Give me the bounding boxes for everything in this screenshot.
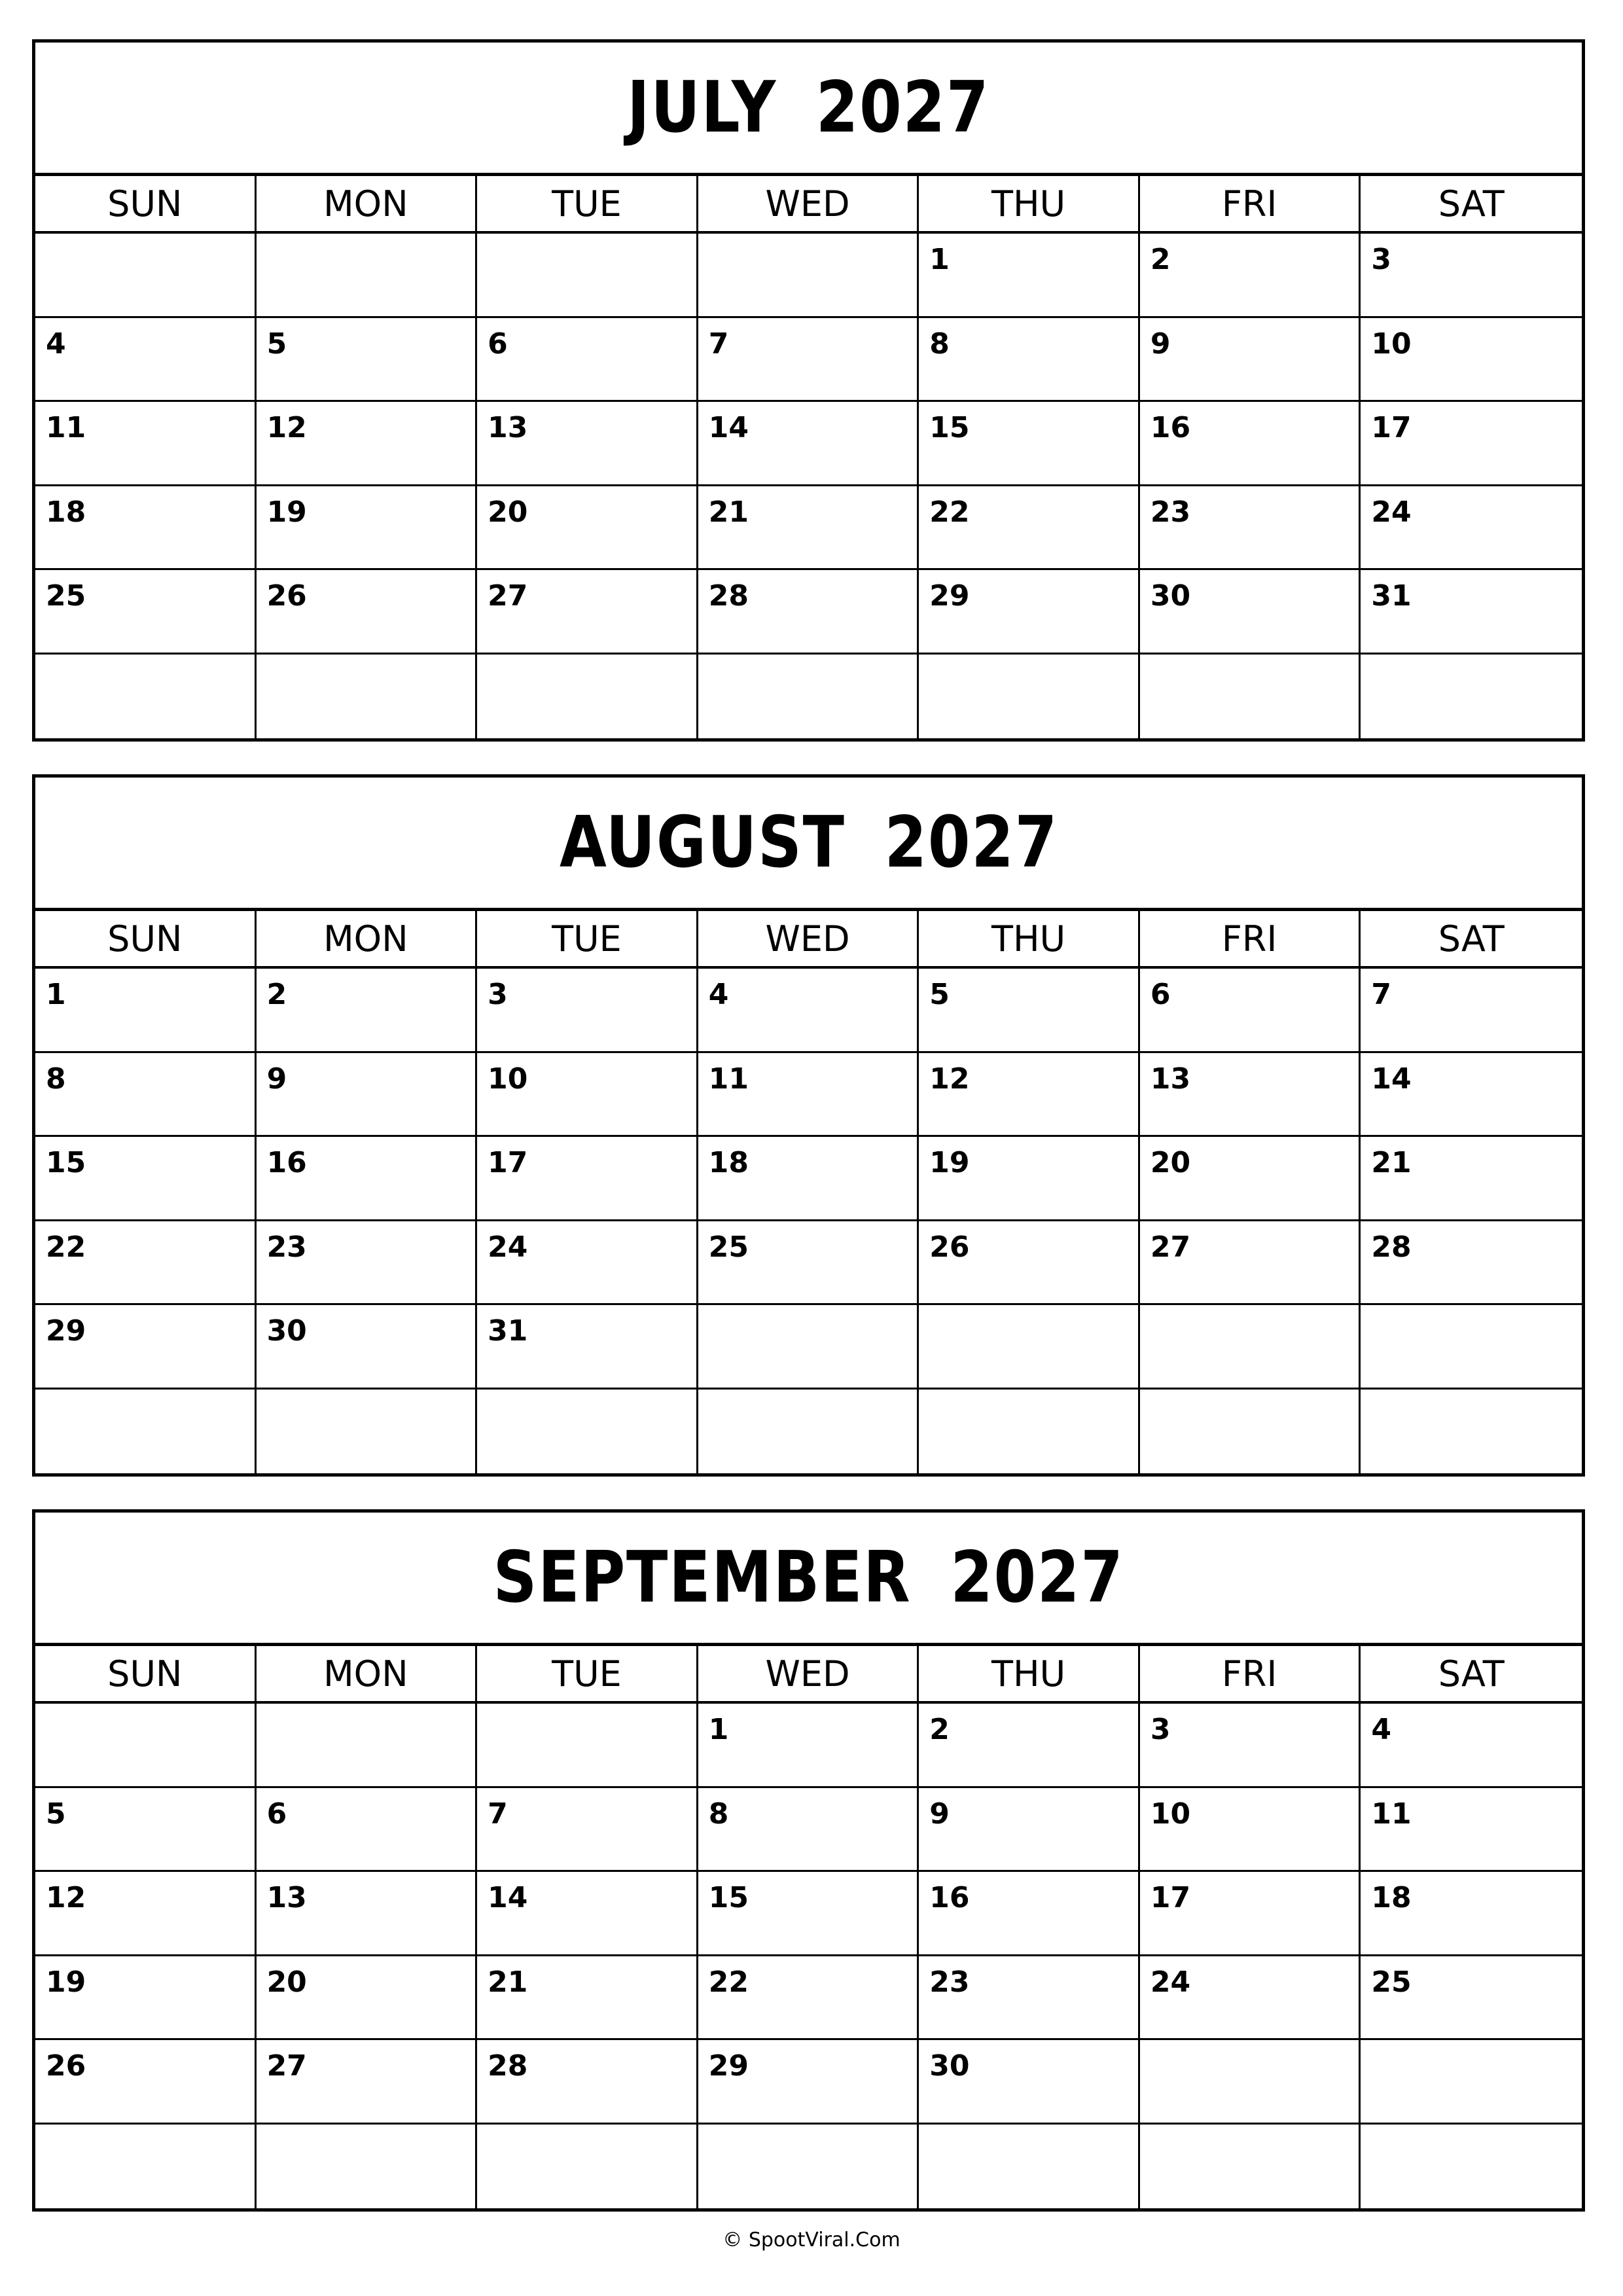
day-number: 17: [488, 1146, 528, 1179]
weekday-label: SUN: [35, 176, 257, 231]
day-cell: [477, 655, 698, 739]
day-cell: [1140, 1221, 1361, 1306]
day-number: 31: [1371, 579, 1412, 613]
weekday-label: SUN: [35, 911, 257, 966]
day-number: 4: [1371, 1713, 1392, 1746]
day-number: 16: [1150, 411, 1191, 444]
day-cell: [919, 1390, 1140, 1474]
day-cell: [698, 969, 919, 1053]
day-number: 22: [708, 1965, 749, 1999]
day-cell: [1361, 318, 1582, 403]
day-cell: [35, 486, 257, 571]
day-grid: [35, 969, 1582, 1473]
day-cell: [477, 1788, 698, 1873]
day-cell: [1140, 1137, 1361, 1221]
day-number: 19: [929, 1146, 970, 1179]
day-number: 24: [1150, 1965, 1191, 1999]
day-number: 25: [708, 1230, 749, 1264]
day-number: 7: [708, 327, 729, 361]
day-number: 28: [1371, 1230, 1412, 1264]
day-cell: [257, 1788, 478, 1873]
day-cell: [1140, 2125, 1361, 2209]
day-number: 22: [46, 1230, 86, 1264]
day-cell: [1361, 402, 1582, 486]
day-number: 7: [488, 1797, 508, 1831]
day-cell: [1140, 1053, 1361, 1138]
day-number: 6: [488, 327, 508, 361]
day-cell: [477, 486, 698, 571]
day-cell: [1140, 1872, 1361, 1956]
day-number: 29: [46, 1314, 86, 1348]
day-cell: [1361, 1704, 1582, 1788]
day-number: 15: [46, 1146, 86, 1179]
day-cell: [698, 1053, 919, 1138]
weekday-header-row: [35, 911, 1582, 969]
day-cell: [919, 2040, 1140, 2125]
day-cell: [1361, 1221, 1582, 1306]
day-cell: [257, 570, 478, 655]
day-number: 27: [1150, 1230, 1191, 1264]
day-number: 16: [266, 1146, 307, 1179]
day-number: 30: [266, 1314, 307, 1348]
weekday-label: SUN: [35, 1646, 257, 1701]
day-number: 26: [929, 1230, 970, 1264]
day-cell: [35, 1390, 257, 1474]
day-cell: [1140, 234, 1361, 318]
day-cell: [1140, 318, 1361, 403]
weekday-label: SAT: [1438, 1653, 1505, 1695]
day-cell: [35, 1704, 257, 1788]
weekday-label: THU: [919, 911, 1140, 966]
day-cell: [1361, 2125, 1582, 2209]
day-number: 26: [46, 2049, 86, 2083]
day-cell: [257, 234, 478, 318]
day-cell: [919, 318, 1140, 403]
day-cell: [1361, 570, 1582, 655]
day-number: 30: [929, 2049, 970, 2083]
day-number: 9: [266, 1062, 287, 1096]
day-cell: [477, 1704, 698, 1788]
day-number: 26: [266, 579, 307, 613]
day-cell: [35, 1872, 257, 1956]
day-number: 11: [1371, 1797, 1412, 1831]
day-number: 8: [46, 1062, 66, 1096]
day-cell: [919, 1956, 1140, 2041]
day-cell: [1140, 570, 1361, 655]
day-cell: [1361, 1305, 1582, 1390]
day-number: 9: [929, 1797, 950, 1831]
day-number: 8: [929, 327, 950, 361]
day-number: 18: [708, 1146, 749, 1179]
day-number: 15: [708, 1881, 749, 1914]
day-cell: [257, 1872, 478, 1956]
day-cell: [35, 1788, 257, 1873]
day-cell: [919, 655, 1140, 739]
day-cell: [919, 1788, 1140, 1873]
day-number: 18: [46, 495, 86, 529]
day-cell: [477, 1956, 698, 2041]
day-number: 6: [1150, 978, 1171, 1011]
day-number: 13: [1150, 1062, 1191, 1096]
month-title: JULY 2027: [35, 43, 1582, 176]
day-cell: [1140, 1788, 1361, 1873]
day-cell: [1140, 969, 1361, 1053]
day-cell: [477, 234, 698, 318]
day-cell: [477, 1053, 698, 1138]
weekday-header-row: [35, 1646, 1582, 1704]
day-number: 24: [488, 1230, 528, 1264]
copyright-footer: © SpootViral.Com: [722, 2229, 901, 2251]
month-block-august: [32, 774, 1585, 1477]
day-number: 28: [708, 579, 749, 613]
day-number: 14: [488, 1881, 528, 1914]
weekday-label: FRI: [1140, 176, 1361, 231]
day-number: 11: [708, 1062, 749, 1096]
day-number: 7: [1371, 978, 1392, 1011]
day-cell: [698, 2040, 919, 2125]
day-cell: [919, 1137, 1140, 1221]
day-cell: [477, 1137, 698, 1221]
day-number: 3: [1150, 1713, 1171, 1746]
day-number: 20: [266, 1965, 307, 1999]
day-number: 21: [708, 495, 749, 529]
day-number: 10: [1371, 327, 1412, 361]
day-cell: [919, 1305, 1140, 1390]
day-number: 9: [1150, 327, 1171, 361]
day-cell: [1361, 234, 1582, 318]
day-number: 30: [1150, 579, 1191, 613]
day-number: 1: [929, 243, 950, 276]
day-cell: [257, 655, 478, 739]
day-number: 5: [46, 1797, 66, 1831]
day-cell: [257, 1305, 478, 1390]
weekday-label: FRI: [1140, 911, 1361, 966]
day-number: 28: [488, 2049, 528, 2083]
day-cell: [35, 1221, 257, 1306]
day-cell: [919, 234, 1140, 318]
day-cell: [257, 2125, 478, 2209]
day-cell: [477, 1305, 698, 1390]
day-cell: [919, 1053, 1140, 1138]
day-cell: [257, 1956, 478, 2041]
weekday-label: TUE: [477, 176, 698, 231]
day-number: 2: [1150, 243, 1171, 276]
day-cell: [1140, 1956, 1361, 2041]
day-cell: [698, 655, 919, 739]
weekday-label: SAT: [1438, 183, 1505, 224]
weekday-header-row: [35, 176, 1582, 234]
day-cell: [698, 486, 919, 571]
day-cell: [698, 1872, 919, 1956]
day-number: 25: [46, 579, 86, 613]
day-cell: [257, 1221, 478, 1306]
day-cell: [35, 2040, 257, 2125]
day-number: 4: [708, 978, 729, 1011]
day-cell: [257, 1137, 478, 1221]
day-cell: [1361, 1390, 1582, 1474]
day-cell: [698, 1704, 919, 1788]
weekday-label: WED: [698, 1646, 919, 1701]
day-number: 21: [488, 1965, 528, 1999]
day-cell: [257, 402, 478, 486]
day-cell: [35, 1956, 257, 2041]
day-number: 27: [266, 2049, 307, 2083]
day-number: 12: [929, 1062, 970, 1096]
day-cell: [257, 1390, 478, 1474]
day-cell: [919, 2125, 1140, 2209]
day-cell: [477, 2040, 698, 2125]
day-cell: [35, 234, 257, 318]
day-number: 4: [46, 327, 66, 361]
day-number: 27: [488, 579, 528, 613]
day-number: 10: [488, 1062, 528, 1096]
month-title: AUGUST 2027: [35, 778, 1582, 911]
day-cell: [35, 1305, 257, 1390]
day-number: 13: [266, 1881, 307, 1914]
day-number: 6: [266, 1797, 287, 1831]
day-cell: [35, 655, 257, 739]
day-number: 15: [929, 411, 970, 444]
day-cell: [698, 1137, 919, 1221]
day-number: 3: [488, 978, 508, 1011]
day-number: 5: [266, 327, 287, 361]
day-cell: [1140, 1305, 1361, 1390]
day-number: 20: [488, 495, 528, 529]
day-cell: [919, 402, 1140, 486]
weekday-label: THU: [919, 1646, 1140, 1701]
day-cell: [1140, 402, 1361, 486]
day-cell: [477, 2125, 698, 2209]
weekday-label: FRI: [1140, 1646, 1361, 1701]
day-number: 21: [1371, 1146, 1412, 1179]
day-number: 19: [266, 495, 307, 529]
day-cell: [257, 2040, 478, 2125]
day-cell: [1361, 1956, 1582, 2041]
day-cell: [477, 402, 698, 486]
day-number: 14: [708, 411, 749, 444]
day-cell: [1361, 1053, 1582, 1138]
day-cell: [477, 1221, 698, 1306]
day-number: 10: [1150, 1797, 1191, 1831]
day-cell: [35, 318, 257, 403]
day-number: 14: [1371, 1062, 1412, 1096]
day-number: 23: [929, 1965, 970, 1999]
weekday-label: MON: [257, 1646, 478, 1701]
day-cell: [477, 570, 698, 655]
day-cell: [919, 969, 1140, 1053]
day-cell: [35, 1053, 257, 1138]
day-cell: [1140, 655, 1361, 739]
day-cell: [919, 1704, 1140, 1788]
day-number: 24: [1371, 495, 1412, 529]
day-cell: [257, 969, 478, 1053]
day-cell: [35, 2125, 257, 2209]
day-cell: [698, 1788, 919, 1873]
day-cell: [1140, 2040, 1361, 2125]
day-cell: [477, 969, 698, 1053]
day-cell: [919, 1872, 1140, 1956]
weekday-label: MON: [257, 911, 478, 966]
day-cell: [919, 570, 1140, 655]
day-cell: [257, 486, 478, 571]
day-number: 19: [46, 1965, 86, 1999]
day-number: 22: [929, 495, 970, 529]
day-cell: [698, 1390, 919, 1474]
day-number: 8: [708, 1797, 729, 1831]
day-cell: [698, 1305, 919, 1390]
day-cell: [919, 486, 1140, 571]
day-cell: [35, 969, 257, 1053]
day-cell: [698, 234, 919, 318]
weekday-label: WED: [698, 176, 919, 231]
day-cell: [698, 570, 919, 655]
day-cell: [698, 402, 919, 486]
day-cell: [257, 318, 478, 403]
day-cell: [919, 1221, 1140, 1306]
day-cell: [698, 2125, 919, 2209]
day-number: 29: [708, 2049, 749, 2083]
day-cell: [1361, 486, 1582, 571]
day-number: 17: [1371, 411, 1412, 444]
day-number: 18: [1371, 1881, 1412, 1914]
day-number: 23: [266, 1230, 307, 1264]
day-cell: [477, 318, 698, 403]
day-grid: [35, 1704, 1582, 2208]
day-cell: [1140, 1704, 1361, 1788]
day-number: 13: [488, 411, 528, 444]
day-number: 25: [1371, 1965, 1412, 1999]
day-cell: [1361, 1788, 1582, 1873]
day-number: 17: [1150, 1881, 1191, 1914]
weekday-label: SAT: [1438, 918, 1505, 960]
day-number: 12: [266, 411, 307, 444]
day-number: 31: [488, 1314, 528, 1348]
weekday-label: THU: [919, 176, 1140, 231]
day-cell: [257, 1053, 478, 1138]
day-number: 11: [46, 411, 86, 444]
day-number: 5: [929, 978, 950, 1011]
day-cell: [35, 570, 257, 655]
day-number: 20: [1150, 1146, 1191, 1179]
day-cell: [477, 1872, 698, 1956]
weekday-label: MON: [257, 176, 478, 231]
day-number: 16: [929, 1881, 970, 1914]
day-cell: [698, 1956, 919, 2041]
day-number: 2: [266, 978, 287, 1011]
day-cell: [1361, 1872, 1582, 1956]
day-cell: [477, 1390, 698, 1474]
day-number: 1: [708, 1713, 729, 1746]
weekday-label: TUE: [477, 1646, 698, 1701]
month-block-september: [32, 1509, 1585, 2212]
weekday-label: WED: [698, 911, 919, 966]
day-cell: [1361, 2040, 1582, 2125]
day-cell: [1361, 969, 1582, 1053]
day-cell: [1140, 1390, 1361, 1474]
day-cell: [35, 402, 257, 486]
day-cell: [35, 1137, 257, 1221]
month-block-july: [32, 39, 1585, 742]
month-title: SEPTEMBER 2027: [35, 1513, 1582, 1646]
day-number: 2: [929, 1713, 950, 1746]
day-cell: [698, 318, 919, 403]
weekday-label: TUE: [477, 911, 698, 966]
day-number: 1: [46, 978, 66, 1011]
day-cell: [698, 1221, 919, 1306]
day-number: 29: [929, 579, 970, 613]
day-number: 3: [1371, 243, 1392, 276]
day-cell: [257, 1704, 478, 1788]
day-number: 23: [1150, 495, 1191, 529]
day-number: 12: [46, 1881, 86, 1914]
day-grid: [35, 234, 1582, 738]
day-cell: [1140, 486, 1361, 571]
day-cell: [1361, 1137, 1582, 1221]
day-cell: [1361, 655, 1582, 739]
